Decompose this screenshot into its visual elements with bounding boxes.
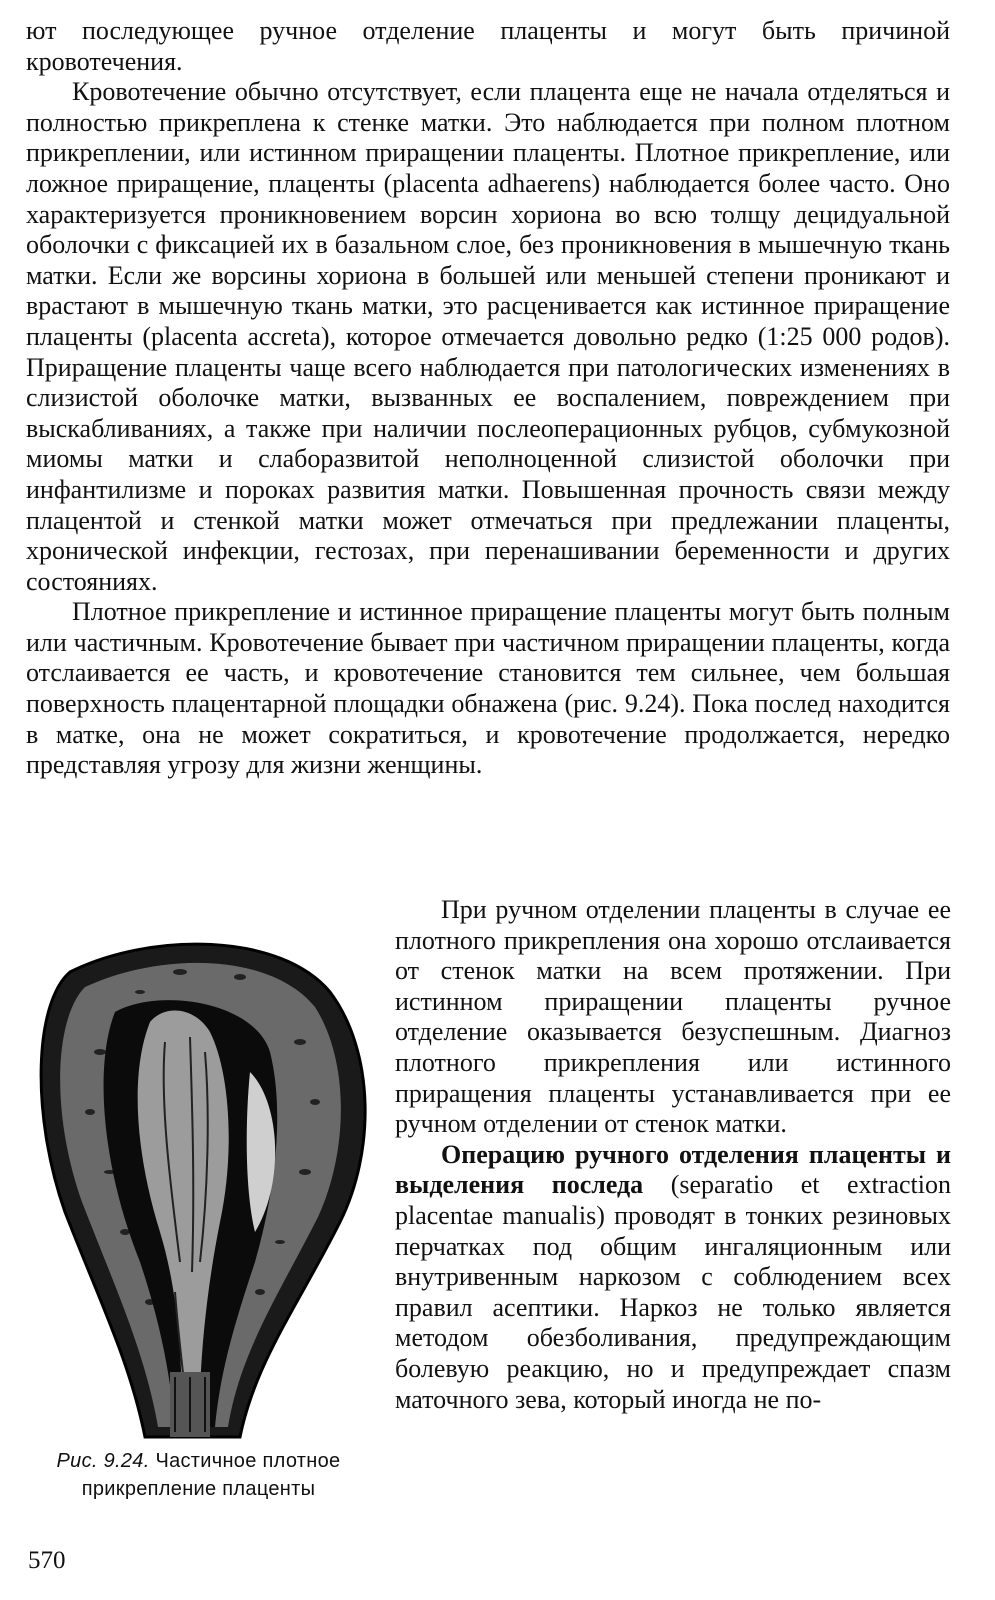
paragraph-operation xyxy=(395,1140,951,1415)
page-number: 570 xyxy=(28,1547,66,1574)
paragraph-continuation: ют последующее ручное отделение плаценты и могут быть причиной кровотечения. xyxy=(26,16,950,76)
figure-caption-text: Частичное плотное прикрепление плаценты xyxy=(81,1450,341,1500)
figure-caption-label: Рис. 9.24. xyxy=(56,1450,150,1472)
side-text-block xyxy=(395,895,951,1415)
operation-heading: Операцию ручного отделения плаценты и выделения последа xyxy=(395,1139,951,1200)
paragraph-attachment: Плотное прикрепление и истинное приращение плаценты могут быть полным или частичным. Кровотечение бывает при частичном приращении плаценты, когда отслаивается ее часть, и кровотечение становится тем сильнее, чем большая поверхность плацентарной площадки обнажена (рис. 9.24). Пока послед находится в матке, она не может сократиться, и кровотечение продолжается, нередко представляя угрозу для жизни женщины. xyxy=(26,597,950,780)
figure-uterus-illustration xyxy=(30,932,375,1447)
figure-caption xyxy=(26,1447,371,1503)
uterus-drawing xyxy=(30,932,375,1447)
main-text-block xyxy=(26,16,950,781)
paragraph-bleeding: Кровотечение обычно отсутствует, если плацента еще не начала отделяться и полностью прикреплена к стенке матки. Это наблюдается при полном плотном прикреплении, или истинном приращении плаценты. Плотное прикрепление, или ложное приращение, плаценты (placenta adhaerens) наблюдается более часто. Оно характеризуется проникновением ворсин хориона во всю толщу децидуальной оболочки с фиксацией их в базальном слое, без проникновения в мышечную ткань матки. Если же ворсины хориона в большей или меньшей степени проникают и врастают в мышечную ткань матки, это расценивается как истинное приращение плаценты (placenta accreta), которое отмечается довольно редко (1:25 000 родов). Приращение плаценты чаще всего наблюдается при патологических изменениях в слизистой оболочке матки, вызванных ее воспалением, повреждением при выскабливаниях, а также при наличии послеоперационных рубцов, субмукозной миомы матки и слаборазвитой неполноценной слизистой оболочки при инфантилизме и пороках развития матки. Повышенная прочность связи между плацентой и стенкой матки может отмечаться при предлежании плаценты, хронической инфекции, гестозах, при перенашивании беременности и других состояниях. xyxy=(26,77,950,596)
operation-text: (separatio et extraction placentae manualis) проводят в тонких резиновых перчатках под общим ингаляционным или внутривенным наркозом с соблюдением всех правил асептики. Наркоз не только является методом обезболивания, предупреждающим болевую реакцию, но и предупреждает спазм маточного зева, который иногда не по- xyxy=(395,1170,951,1414)
paragraph-manual-separation: При ручном отделении плаценты в случае ее плотного прикрепления она хорошо отслаивается от стенок матки на всем протяжении. При истинном приращении плаценты ручное отделение оказывается безуспешным. Диагноз плотного прикрепления или истинного приращения плаценты устанавливается при ее ручном отделении от стенок матки. xyxy=(395,895,951,1139)
